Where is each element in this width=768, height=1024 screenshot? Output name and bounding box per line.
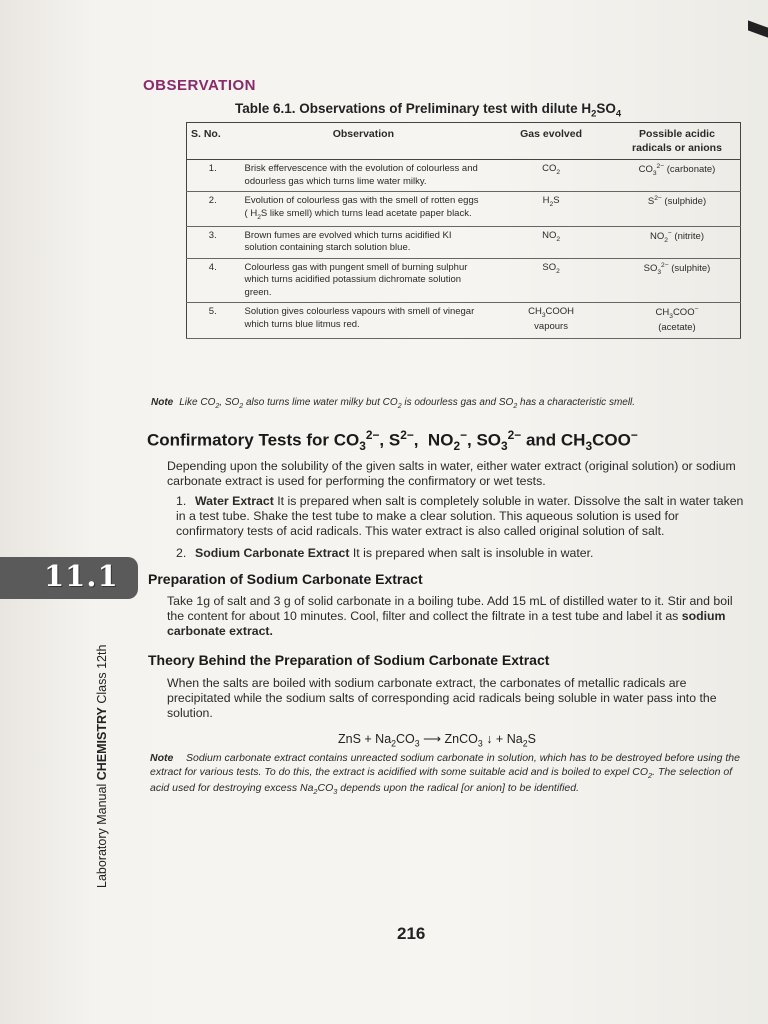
note-label: Note [150, 752, 174, 764]
row-gas: $CO_2$ [488, 160, 614, 192]
page-corner-mark [748, 20, 768, 37]
row-radical: $NO_2^-$ (nitrite) [614, 226, 741, 258]
side-label-subject: CHEMISTRY [95, 707, 109, 781]
row-radical: $CO_3^{2-}$ (carbonate) [614, 160, 741, 192]
row-sno: 4. [187, 258, 239, 303]
row-gas: $NO_2$ [488, 226, 614, 258]
item-number: 2. [176, 546, 187, 560]
preparation-bold: sodium carbonate extract. [167, 609, 726, 638]
row-observation: Evolution of colourless gas with the smell of rotten eggs ( $H_2S$ like smell) which turns lead acetate paper black. [239, 192, 489, 226]
row-gas: $CH_3COOH$ vapours [488, 303, 614, 338]
side-label-manual: Laboratory Manual [95, 783, 109, 888]
item-title: Sodium Carbonate Extract [195, 546, 350, 560]
row-sno: 1. [187, 160, 239, 192]
confirmatory-title: Confirmatory Tests for $CO_3^{2-}$, $S^{2-}$, $NO_2^-$, $SO_3^{2-}$ and $CH_3COO^-$ [147, 428, 638, 454]
intro-paragraph: Depending upon the solubility of the given salts in water, either water extract (original solution) or sodium carbonate extract is used for performing the confirmatory or wet tests. [167, 459, 736, 488]
preparation-text: Take 1g of salt and 3 g of solid carbonate in a boiling tube. Add 15 mL of distilled water to it. Stir and boil the content for about 10 minutes. Cool, filter and collect the filtrate in a test tube and label it as [167, 594, 733, 623]
item-title: Water Extract [195, 494, 274, 508]
table-title: Table 6.1. Observations of Preliminary test with dilute $H_2SO_4$ [235, 101, 622, 120]
header-observation: Observation [239, 123, 489, 160]
table-row [187, 258, 741, 303]
note-text: Like $CO_2$, $SO_2$ also turns lime water milky but $CO_2$ is odourless gas and $SO_2$ has a characteristic smell. [179, 397, 636, 410]
item-number: 1. [176, 494, 187, 508]
header-gas: Gas evolved [488, 123, 614, 160]
table-row [187, 226, 741, 258]
note-text: Sodium carbonate extract contains unreacted sodium carbonate in solution, which has to be destroyed before using the extract for various tests. To do this, the extract is acidified with some suitable acid and is boiled to expel $CO_2$. The selection of acid used for destroying excess $Na_2CO_3$ depends upon the radical [or anion] to be identified. [150, 752, 740, 797]
item-text: It is prepared when salt is insoluble in water. [352, 546, 594, 560]
table-header-row [187, 123, 741, 160]
header-radicals: Possible acidic radicals or anions [614, 123, 741, 160]
section-badge-number: 11.1 [44, 559, 119, 593]
side-label-class: Class 12th [95, 644, 109, 704]
observation-table [186, 122, 741, 339]
row-sno: 2. [187, 192, 239, 226]
item-text: It is prepared when salt is completely soluble in water. Dissolve the salt in water taken in a test tube. Shake the test tube to make a clear solution. This aqueous solution is used for confirmatory tests of acid radicals. This water extract is also called original solution of salt. [176, 494, 744, 538]
section-title-preparation: Preparation of Sodium Carbonate Extract [148, 571, 423, 587]
chemical-equation: ZnS + $Na_2CO_3$ ⟶ ZnCO$_3$ ↓ + $Na_2S$ [338, 732, 536, 749]
list-item-water-extract [176, 494, 746, 539]
row-observation: Solution gives colourless vapours with smell of vinegar which turns blue litmus red. [239, 303, 489, 338]
preparation-paragraph [167, 594, 745, 639]
row-gas: $SO_2$ [488, 258, 614, 303]
section-title-theory: Theory Behind the Preparation of Sodium Carbonate Extract [148, 652, 550, 668]
table-row [187, 160, 741, 192]
list-item-sodium-carbonate [176, 546, 746, 561]
row-gas: $H_2S$ [488, 192, 614, 226]
row-sno: 3. [187, 226, 239, 258]
row-observation: Brown fumes are evolved which turns acidified KI solution containing starch solution blue. [239, 226, 489, 258]
page-number: 216 [397, 924, 426, 943]
table-row [187, 303, 741, 338]
row-radical: $SO_3^{2-}$ (sulphite) [614, 258, 741, 303]
note-label: Note [151, 397, 174, 408]
note-1 [151, 397, 635, 410]
note-2 [150, 752, 746, 799]
theory-paragraph: When the salts are boiled with sodium carbonate extract, the carbonates of metallic radicals are precipitated while the sodium salts of corresponding acid radicals being soluble in water pass into the solution. [167, 676, 717, 720]
header-sno: S. No. [187, 123, 239, 160]
side-running-header [95, 645, 109, 888]
table-row [187, 192, 741, 226]
observation-heading: OBSERVATION [143, 77, 257, 94]
row-radical: $S^{2-}$ (sulphide) [614, 192, 741, 226]
row-sno: 5. [187, 303, 239, 338]
row-observation: Brisk effervescence with the evolution of colourless and odourless gas which turns lime water milky. [239, 160, 489, 192]
row-observation: Colourless gas with pungent smell of burning sulphur which turns acidified potassium dichromate solution green. [239, 258, 489, 303]
row-radical: $CH_3COO^-$ (acetate) [614, 303, 741, 338]
